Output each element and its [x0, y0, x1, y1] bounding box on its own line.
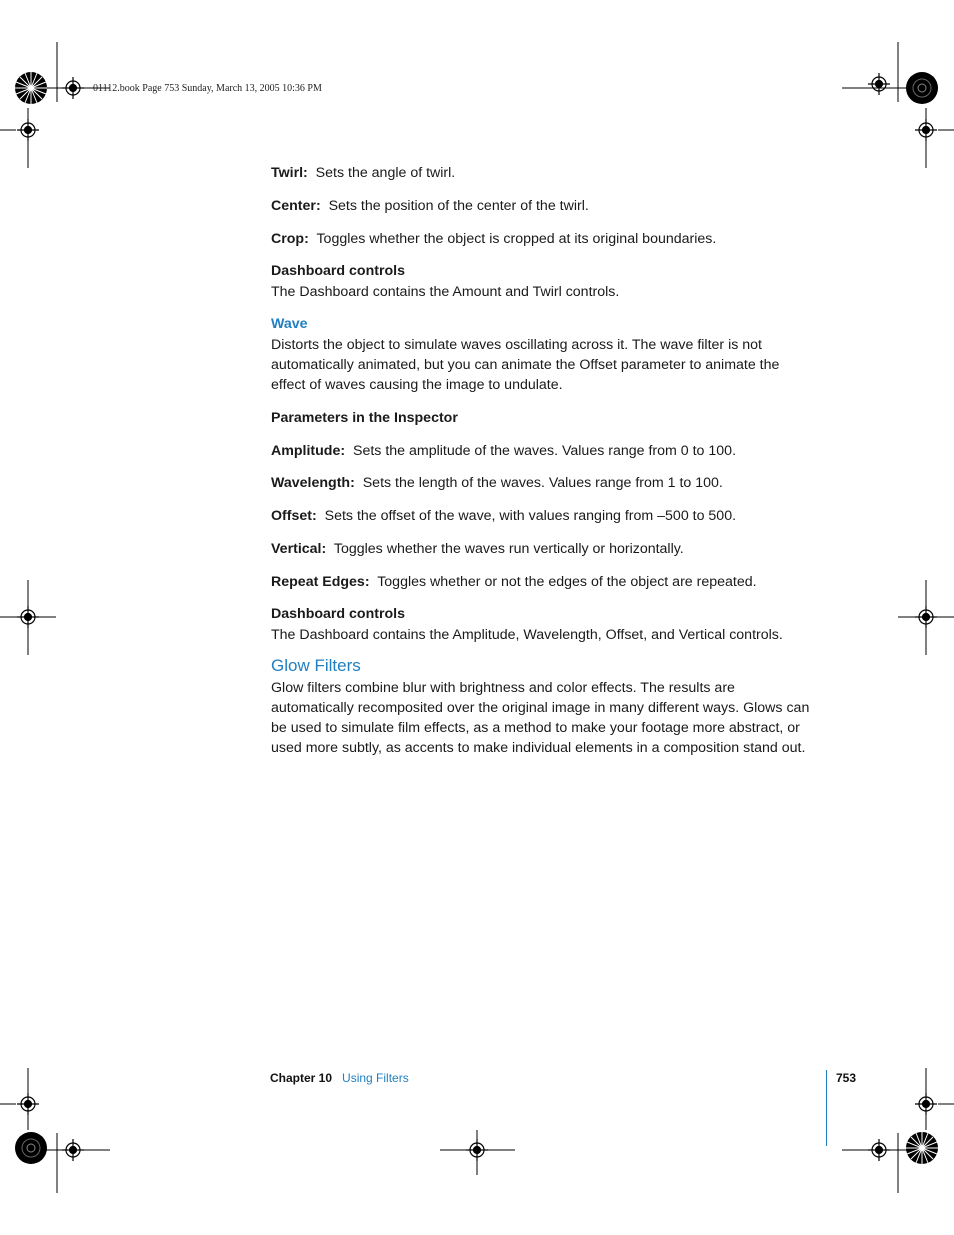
- dashboard-controls-heading: Dashboard controls: [271, 606, 406, 622]
- param-term: Offset:: [271, 508, 317, 524]
- glow-filters-description: [271, 678, 831, 758]
- param-repeat-edges: [271, 572, 757, 592]
- dashboard-controls-text: The Dashboard contains the Amplitude, Wavelength, Offset, and Vertical controls.: [271, 627, 783, 643]
- chapter-title: Using Filters: [342, 1071, 409, 1085]
- param-term: Twirl:: [271, 165, 308, 181]
- text-line: automatically animated, but you can animate the Offset parameter to animate the: [271, 357, 780, 373]
- footer-divider: [826, 1070, 827, 1146]
- param-term: Amplitude:: [271, 443, 346, 459]
- param-term: Repeat Edges:: [271, 574, 370, 590]
- param-wavelength: [271, 473, 723, 493]
- param-description: Toggles whether the object is cropped at its original boundaries.: [316, 231, 717, 247]
- param-offset: [271, 506, 736, 526]
- param-twirl: [271, 163, 455, 183]
- text-line: Distorts the object to simulate waves oscillating across it. The wave filter is not: [271, 337, 762, 353]
- param-description: Sets the offset of the wave, with values ranging from –500 to 500.: [324, 508, 737, 524]
- inspector-heading: Parameters in the Inspector: [271, 410, 458, 426]
- footer-chapter: [270, 1071, 409, 1085]
- param-term: Crop:: [271, 231, 309, 247]
- text-line: Glow filters combine blur with brightness and color effects. The results are: [271, 680, 735, 696]
- param-description: Sets the position of the center of the twirl.: [328, 198, 589, 214]
- dashboard-controls-heading: Dashboard controls: [271, 263, 406, 279]
- param-description: Sets the amplitude of the waves. Values range from 0 to 100.: [352, 443, 737, 459]
- param-term: Vertical:: [271, 541, 327, 557]
- chapter-label: Chapter 10: [270, 1071, 333, 1085]
- param-center: [271, 196, 589, 216]
- param-term: Wavelength:: [271, 475, 355, 491]
- wave-description: [271, 335, 831, 395]
- text-line: automatically recomposited over the original image in many different ways. Glows can: [271, 700, 810, 716]
- print-slug: 01112.book Page 753 Sunday, March 13, 2005 10:36 PM: [93, 83, 322, 94]
- page-number: 753: [836, 1071, 857, 1085]
- param-crop: [271, 229, 716, 249]
- text-line: effect of waves causing the image to undulate.: [271, 377, 563, 393]
- param-vertical: [271, 539, 684, 559]
- text-line: be used to simulate film effects, as a method to make your footage more abstract, or: [271, 720, 800, 736]
- param-amplitude: [271, 441, 736, 461]
- dashboard-controls-text: The Dashboard contains the Amount and Twirl controls.: [271, 284, 620, 300]
- param-description: Sets the angle of twirl.: [315, 165, 456, 181]
- glow-filters-heading: Glow Filters: [271, 656, 361, 675]
- text-line: used more subtly, as accents to make individual elements in a composition stand out.: [271, 740, 806, 756]
- param-description: Sets the length of the waves. Values range from 1 to 100.: [362, 475, 723, 491]
- param-term: Center:: [271, 198, 321, 214]
- wave-heading: Wave: [271, 316, 308, 332]
- param-description: Toggles whether the waves run vertically or horizontally.: [333, 541, 684, 557]
- param-description: Toggles whether or not the edges of the object are repeated.: [377, 574, 757, 590]
